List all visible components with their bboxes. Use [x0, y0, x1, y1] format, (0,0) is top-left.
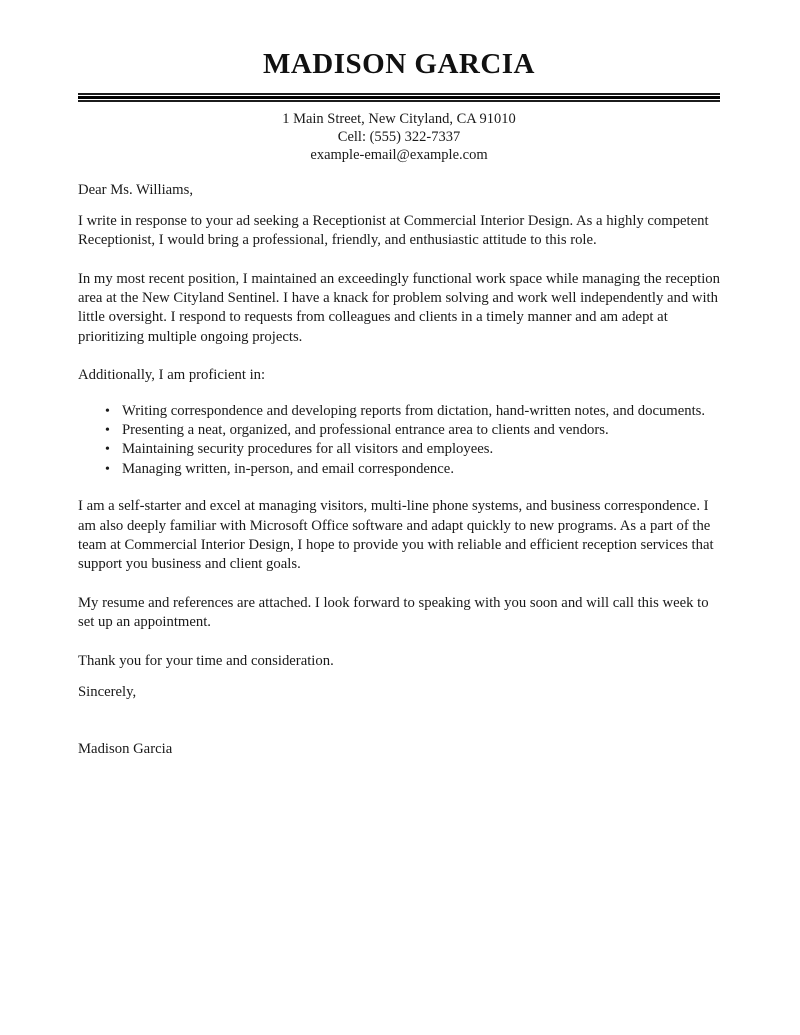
contact-address: 1 Main Street, New Cityland, CA 91010 — [282, 111, 516, 128]
letter-body — [78, 181, 720, 760]
bullet-icon: • — [105, 442, 110, 458]
list-item-label: Managing written, in-person, and email correspondence. — [122, 460, 454, 477]
body-paragraph-3: I am a self-starter and excel at managing visitors, multi-line phone systems, and business correspondence. I am also deeply familiar with Microsoft Office software and adapt quickly to new programs. As a part of the team at Commercial Interior Design, I hope to provide you with reliable and efficient reception services that support you business and client goals. — [78, 498, 714, 573]
contact-info-block — [78, 110, 720, 164]
skills-list — [78, 402, 720, 480]
bullet-icon: • — [105, 461, 110, 477]
thank-you-line: Thank you for your time and consideration. — [78, 652, 334, 669]
list-item — [78, 460, 720, 479]
letterhead — [78, 0, 720, 164]
signature-name: Madison Garcia — [78, 741, 173, 758]
salutation: Dear Ms. Williams, — [78, 182, 193, 199]
body-paragraph-2: In my most recent position, I maintained an exceedingly functional work space while managing the reception area at the New Cityland Sentinel. I have a knack for problem solving and work well independently and with little oversight. I respond to requests from colleagues and clients in a timely manner and am adept at prioritizing multiple ongoing projects. — [78, 270, 720, 345]
skills-list-lead-in: Additionally, I am proficient in: — [78, 367, 266, 384]
list-item-label: Writing correspondence and developing reports from dictation, hand-written notes, and documents. — [122, 402, 706, 419]
bullet-icon: • — [105, 423, 110, 438]
list-item-label: Maintaining security procedures for all visitors and employees. — [122, 441, 494, 458]
list-item-label: Presenting a neat, organized, and professional entrance area to clients and vendors. — [122, 422, 609, 438]
header-divider-rule — [78, 93, 720, 102]
body-paragraph-4: My resume and references are attached. I look forward to speaking with you soon and will call this week to set up an appointment. — [78, 594, 709, 631]
contact-email: example-email@example.com — [310, 147, 488, 164]
body-paragraph-1: I write in response to your ad seeking a Receptionist at Commercial Interior Design. As a highly competent Receptionist, I would bring a professional, friendly, and enthusiastic attitude to this role. — [78, 212, 709, 249]
letter-content — [78, 0, 720, 775]
list-item — [78, 440, 720, 459]
divider-line-bottom — [78, 100, 720, 102]
list-item — [78, 421, 720, 440]
bullet-icon: • — [105, 403, 110, 419]
closing-line: Sincerely, — [78, 684, 137, 701]
list-item — [78, 402, 720, 421]
contact-phone: Cell: (555) 322-7337 — [337, 129, 461, 146]
applicant-name-heading: MADISON GARCIA — [262, 48, 536, 80]
